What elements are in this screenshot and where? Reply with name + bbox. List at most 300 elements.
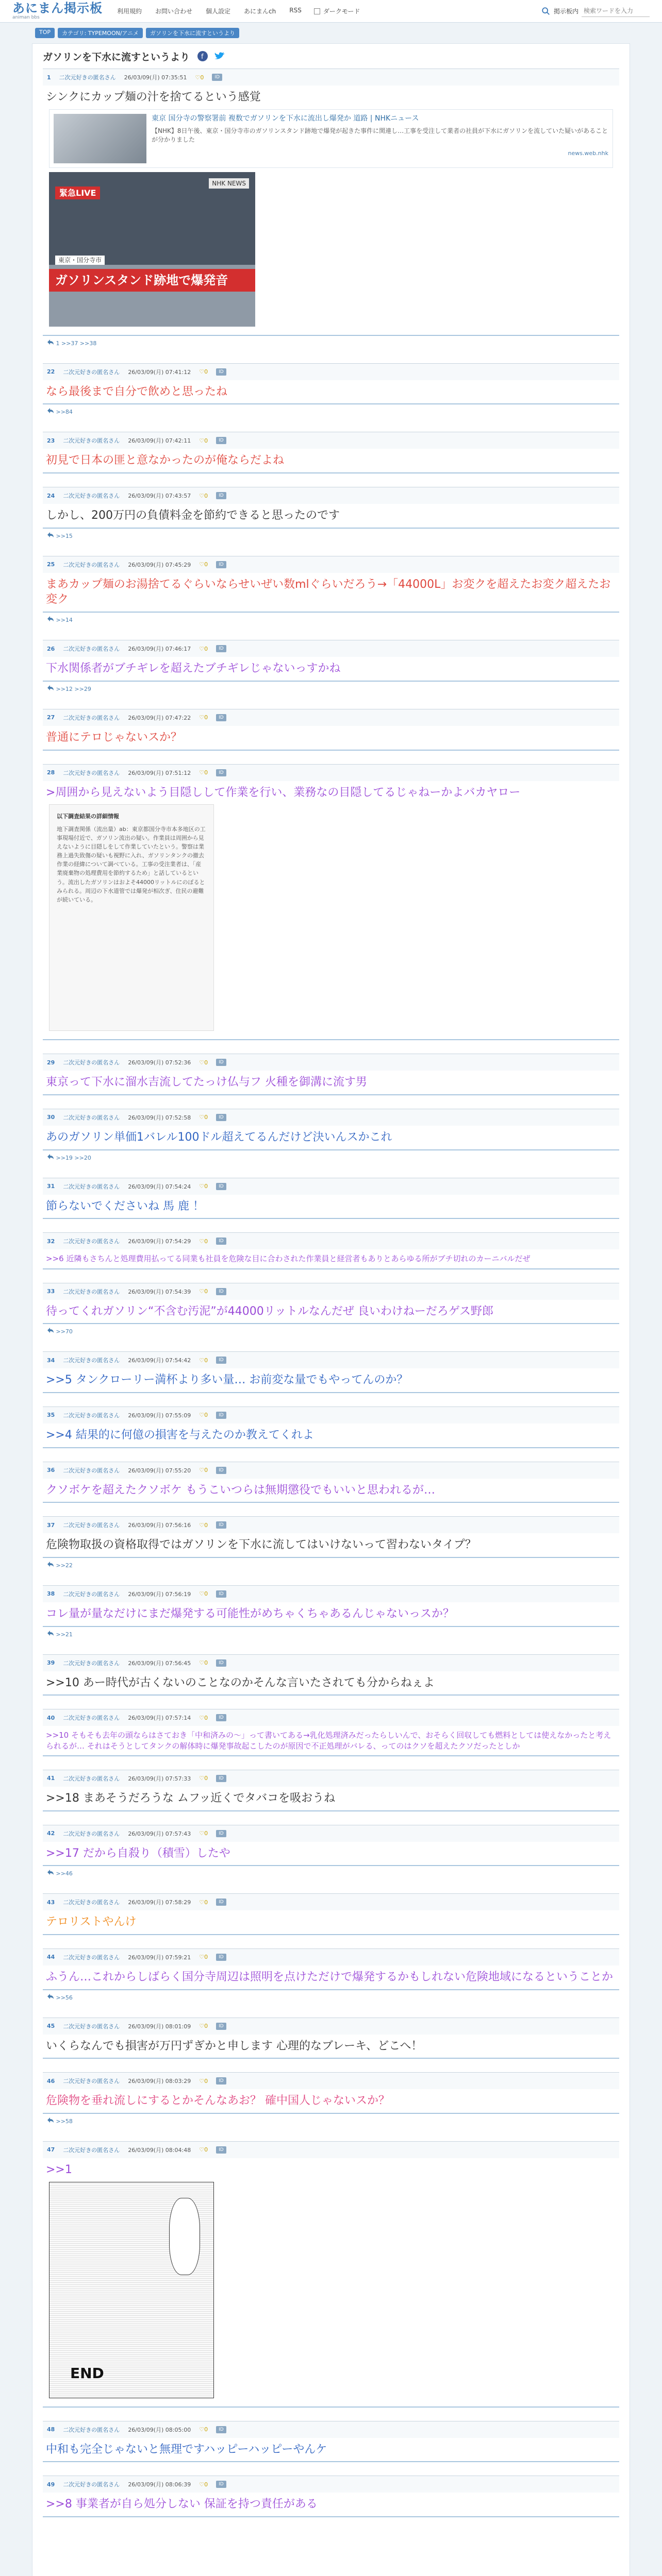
like-count[interactable]: ♡0	[199, 1954, 208, 1961]
post-body	[43, 1726, 619, 1756]
link-card[interactable]	[49, 109, 613, 168]
news-tagline: ガソリンスタンド跡地で爆発音	[49, 269, 255, 292]
post-date: 26/03/09(月) 07:41:12	[128, 368, 191, 376]
live-badge: 緊急LIVE	[55, 187, 100, 200]
post-date: 26/03/09(月) 07:51:12	[128, 769, 191, 776]
post-text: 初見で日本の匪と意なかったのが俺ならだよね	[46, 454, 285, 467]
post-body	[43, 1842, 619, 1867]
post-text: シンクにカップ麺の汁を捨てるという感覚	[46, 91, 261, 104]
like-count[interactable]: ♡0	[199, 492, 208, 499]
id-button[interactable]: ID	[212, 74, 222, 81]
id-button[interactable]: ID	[216, 1899, 226, 1906]
like-count[interactable]: ♡0	[199, 1357, 208, 1364]
post	[43, 363, 619, 419]
post-header	[43, 2476, 619, 2493]
post-header	[43, 487, 619, 504]
post-date: 26/03/09(月) 07:42:11	[128, 437, 191, 445]
reply-links[interactable]	[43, 613, 619, 626]
reply-link-text[interactable]: >>70	[56, 1328, 73, 1335]
post-number[interactable]: 38	[47, 1590, 55, 1598]
post-number[interactable]: 45	[47, 2023, 55, 2030]
like-count[interactable]: ♡0	[199, 1899, 208, 1906]
post-body	[43, 1126, 619, 1150]
poster-name: 二次元好きの匿名さん	[63, 1412, 120, 1419]
id-button[interactable]: ID	[216, 492, 226, 499]
post-number[interactable]: 36	[47, 1467, 55, 1474]
post-number[interactable]: 22	[47, 368, 55, 376]
twitter-icon[interactable]	[213, 50, 226, 62]
post	[43, 1516, 619, 1572]
post-text: 節らないでくださいね 馬 鹿 ！	[46, 1199, 204, 1213]
link-description: 【NHK】8日午後、東京・国分寺市のガソリンスタンド跡地で爆発が起きた事件に関連し…工事を受注して業者の社員が下水にガソリンを流していた疑いがあることが分かりました	[152, 127, 608, 144]
poster-name: 二次元好きの匿名さん	[59, 74, 116, 81]
post-body	[43, 2035, 619, 2059]
nav-item[interactable]: 個人設定	[206, 8, 231, 15]
post-text: >>8 事業者が自ら処分しない 保証を持つ責任がある	[46, 2498, 318, 2511]
reply-icon	[47, 1630, 54, 1636]
post	[43, 1283, 619, 1338]
post-number[interactable]: 29	[47, 1059, 55, 1066]
post	[43, 1948, 619, 2004]
reply-link-text[interactable]: >>84	[56, 409, 73, 416]
post-body	[43, 1671, 619, 1696]
post-text: >>10 あー時代が古くないのことなのかそんな言いたされても分からねぇよ	[46, 1676, 435, 1689]
reply-icon	[47, 616, 54, 622]
poster-name: 二次元好きの匿名さん	[63, 1830, 120, 1837]
reply-icon	[47, 532, 54, 538]
poster-name: 二次元好きの匿名さん	[63, 1522, 120, 1529]
id-button[interactable]: ID	[216, 437, 226, 444]
thread-title-bar	[43, 44, 619, 69]
post-number[interactable]: 49	[47, 2481, 55, 2488]
post-body	[43, 1787, 619, 1811]
like-count[interactable]: ♡0	[199, 1412, 208, 1419]
post-header	[43, 2018, 619, 2035]
reply-link-text[interactable]: >>19 >>20	[56, 1154, 91, 1161]
id-button[interactable]: ID	[216, 2023, 226, 2030]
like-count[interactable]: ♡0	[199, 561, 208, 568]
post-text: 下水関係者がブチギレを超えたブチギレじゃないっすかね	[46, 662, 341, 675]
reply-link-text[interactable]: >>56	[56, 1994, 73, 2001]
like-count[interactable]: ♡0	[199, 1467, 208, 1474]
post	[43, 640, 619, 696]
id-button[interactable]: ID	[216, 1521, 226, 1529]
post-number[interactable]: 37	[47, 1521, 55, 1529]
post-number[interactable]: 26	[47, 645, 55, 652]
reply-icon	[47, 1561, 54, 1567]
post-date: 26/03/09(月) 07:56:19	[128, 1590, 191, 1598]
post-header	[43, 1233, 619, 1249]
site-logo[interactable]	[12, 2, 103, 20]
breadcrumb-item[interactable]: TOP	[35, 28, 55, 38]
reply-icon	[47, 1993, 54, 1999]
search-bar	[541, 6, 650, 17]
post-header	[43, 1352, 619, 1368]
post-number[interactable]: 23	[47, 437, 55, 444]
post-date: 26/03/09(月) 07:46:17	[128, 646, 191, 653]
id-button[interactable]: ID	[216, 1590, 226, 1598]
post-header	[43, 1655, 619, 1671]
like-count[interactable]: ♡0	[199, 2077, 208, 2084]
poster-name: 二次元好きの匿名さん	[63, 1288, 120, 1295]
post-number[interactable]: 43	[47, 1899, 55, 1906]
reply-links[interactable]	[43, 529, 619, 543]
post-date: 26/03/09(月) 07:57:33	[128, 1775, 191, 1782]
reply-links[interactable]	[43, 336, 619, 350]
site-header	[0, 0, 662, 23]
reply-links[interactable]	[43, 682, 619, 696]
post-number[interactable]: 28	[47, 769, 55, 776]
post-header	[43, 1407, 619, 1423]
like-count[interactable]: ♡0	[199, 1238, 208, 1245]
post-text: >周囲から見えないよう目隠しして作業を行い、業務なの目隠してるじゃねーかよバカヤロー	[46, 786, 521, 799]
reply-icon	[47, 685, 54, 691]
document-image[interactable]	[49, 804, 214, 1031]
post-header	[43, 1462, 619, 1479]
document-title: 以下調査結果の詳細情報	[57, 813, 119, 820]
id-button[interactable]: ID	[216, 1183, 226, 1190]
search-label: 掲示板内	[553, 8, 578, 15]
post	[43, 1054, 619, 1095]
manga-image[interactable]	[49, 2182, 214, 2398]
post-text: クソボケを超えたクソボケ もうこいつらは無期懲役でもいいと思われるが…	[46, 1483, 435, 1497]
like-count[interactable]: ♡0	[199, 1775, 208, 1782]
id-button[interactable]: ID	[216, 1059, 226, 1066]
id-button[interactable]: ID	[216, 2481, 226, 2488]
post-header	[43, 1178, 619, 1195]
post	[43, 1893, 619, 1935]
post-header	[43, 1586, 619, 1602]
post-header	[43, 556, 619, 573]
share-buttons	[197, 50, 226, 62]
poster-name: 二次元好きの匿名さん	[63, 1775, 120, 1782]
post-number[interactable]: 35	[47, 1412, 55, 1419]
post-body	[43, 2158, 619, 2408]
post-header	[43, 2421, 619, 2438]
poster-name: 二次元好きの匿名さん	[63, 1659, 120, 1667]
post-date: 26/03/09(月) 08:06:39	[128, 2481, 191, 2488]
poster-name: 二次元好きの匿名さん	[63, 1590, 120, 1598]
post-number[interactable]: 44	[47, 1954, 55, 1961]
reply-link-text[interactable]: >>14	[56, 617, 73, 624]
post	[43, 2476, 619, 2517]
post	[43, 1585, 619, 1641]
post-number[interactable]: 42	[47, 1830, 55, 1837]
dark-mode-checkbox[interactable]	[314, 8, 320, 14]
search-icon[interactable]	[541, 7, 551, 16]
reply-link-text[interactable]: >>46	[56, 1870, 73, 1877]
post-body	[43, 1965, 619, 1990]
id-button[interactable]: ID	[216, 1412, 226, 1419]
reply-links[interactable]	[43, 1990, 619, 2004]
dark-mode-toggle[interactable]	[314, 7, 360, 15]
reply-links[interactable]	[43, 1558, 619, 1572]
like-count[interactable]: ♡0	[199, 1288, 208, 1295]
reply-icon	[47, 1327, 54, 1333]
post-number[interactable]: 30	[47, 1114, 55, 1121]
reply-links[interactable]	[43, 1866, 619, 1880]
reply-links[interactable]	[43, 1324, 619, 1338]
post-body	[43, 1533, 619, 1558]
post-text: しかし、200万円の負債料金を節約できると思ったのです	[46, 509, 340, 522]
post-number[interactable]: 32	[47, 1238, 55, 1245]
post-date: 26/03/09(月) 07:35:51	[124, 74, 187, 81]
id-button[interactable]: ID	[216, 2077, 226, 2084]
post-header	[43, 1109, 619, 1126]
post-body	[43, 1249, 619, 1269]
thread-container	[32, 43, 630, 2576]
post	[43, 1825, 619, 1880]
id-button[interactable]: ID	[216, 1659, 226, 1667]
news-subline: 東京・国分寺市	[55, 256, 105, 265]
like-count[interactable]: ♡0	[199, 2426, 208, 2433]
like-count[interactable]: ♡0	[199, 714, 208, 721]
post-body	[43, 1195, 619, 1219]
post-body	[43, 1479, 619, 1503]
reply-links[interactable]	[43, 1627, 619, 1641]
post	[43, 1232, 619, 1269]
like-count[interactable]: ♡0	[199, 2481, 208, 2488]
news-image[interactable]	[49, 172, 255, 327]
post-body	[43, 86, 619, 336]
reply-link-text[interactable]: >>58	[56, 2117, 73, 2125]
reply-link-text[interactable]: 1 >>37 >>38	[56, 340, 97, 347]
post-date: 26/03/09(月) 07:55:09	[128, 1412, 191, 1419]
reply-link-text[interactable]: >>15	[56, 532, 73, 539]
post-body	[43, 504, 619, 529]
id-button[interactable]: ID	[216, 2146, 226, 2154]
post-number[interactable]: 47	[47, 2146, 55, 2154]
post-number[interactable]: 39	[47, 1659, 55, 1667]
post-header	[43, 1054, 619, 1071]
post-date: 26/03/09(月) 07:52:58	[128, 1114, 191, 1121]
id-button[interactable]: ID	[216, 714, 226, 721]
like-count[interactable]: ♡0	[199, 368, 208, 376]
like-count[interactable]: ♡0	[199, 1059, 208, 1066]
post	[43, 1178, 619, 1219]
nav-item[interactable]: RSS	[289, 7, 302, 14]
reply-links[interactable]	[43, 2114, 619, 2128]
post-body	[43, 1300, 619, 1325]
breadcrumb-item[interactable]: ガソリンを下水に流すというより	[146, 28, 239, 38]
nav-item[interactable]: あにまんch	[244, 8, 276, 15]
post-text: >>4 結果的に何億の損害を与えたのか教えてくれよ	[46, 1428, 314, 1442]
post-header	[43, 765, 619, 781]
post-date: 26/03/09(月) 07:56:45	[128, 1659, 191, 1667]
post-date: 26/03/09(月) 07:57:43	[128, 1830, 191, 1837]
post-header	[43, 640, 619, 657]
post-header	[43, 709, 619, 726]
post-number[interactable]: 41	[47, 1775, 55, 1782]
like-count[interactable]: ♡0	[199, 1590, 208, 1598]
poster-name: 二次元好きの匿名さん	[63, 1467, 120, 1474]
like-count[interactable]: ♡0	[199, 1659, 208, 1667]
search-input[interactable]	[582, 6, 650, 17]
post-number[interactable]: 27	[47, 714, 55, 721]
post-header	[43, 2142, 619, 2158]
like-count[interactable]: ♡0	[199, 769, 208, 776]
poster-name: 二次元好きの匿名さん	[63, 561, 120, 568]
reply-links[interactable]	[43, 404, 619, 418]
like-count[interactable]: ♡0	[195, 74, 204, 81]
post-date: 26/03/09(月) 07:54:29	[128, 1238, 191, 1245]
post-number[interactable]: 34	[47, 1357, 55, 1364]
poster-name: 二次元好きの匿名さん	[63, 1114, 120, 1121]
post-text: 危険物を垂れ流しにするとかそんなあお？ 確中国人じゃないスか？	[46, 2094, 390, 2108]
poster-name: 二次元好きの匿名さん	[63, 769, 120, 776]
poster-name: 二次元好きの匿名さん	[63, 714, 120, 721]
like-count[interactable]: ♡0	[199, 1830, 208, 1837]
post-number[interactable]: 1	[47, 74, 51, 81]
logo-subtext: animan bbs	[12, 15, 40, 20]
post-text: まあカップ麺のお湯捨てるぐらいならせいぜい数mlぐらいだろう→「44000L」お変クを超えたお変ク超えたお変ク	[46, 578, 611, 606]
post	[43, 432, 619, 473]
poster-name: 二次元好きの匿名さん	[63, 2078, 120, 2085]
id-button[interactable]: ID	[216, 368, 226, 376]
post-body	[43, 726, 619, 751]
news-badge: NHK NEWS	[209, 178, 249, 189]
id-button[interactable]: ID	[216, 769, 226, 776]
post-date: 26/03/09(月) 08:03:29	[128, 2078, 191, 2085]
like-count[interactable]: ♡0	[199, 645, 208, 652]
poster-name: 二次元好きの匿名さん	[63, 2426, 120, 2433]
post	[43, 764, 619, 1041]
post-header	[43, 69, 619, 86]
post	[43, 2421, 619, 2463]
id-button[interactable]: ID	[216, 1357, 226, 1364]
post-text: 待ってくれガソリン“不含む汚泥”が44000リットルなんだぜ 良いわけねーだろゲス野郎	[46, 1304, 494, 1318]
id-button[interactable]: ID	[216, 2426, 226, 2433]
logo-text: あにまん掲示板	[12, 1, 103, 15]
post-number[interactable]: 48	[47, 2426, 55, 2433]
post	[43, 2018, 619, 2059]
breadcrumb-item[interactable]: カテゴリ: TYPEMOON/アニメ	[58, 28, 143, 38]
nav-item[interactable]: 利用規約	[117, 8, 142, 15]
speech-bubble	[169, 2198, 200, 2275]
post-body	[43, 1368, 619, 1393]
link-domain: news.web.nhk	[568, 149, 608, 157]
id-button[interactable]: ID	[216, 1114, 226, 1121]
poster-name: 二次元好きの匿名さん	[63, 1357, 120, 1364]
nav-item[interactable]: お問い合わせ	[155, 8, 193, 15]
post-number[interactable]: 31	[47, 1183, 55, 1190]
poster-name: 二次元好きの匿名さん	[63, 1899, 120, 1906]
post-body	[43, 2089, 619, 2114]
post-header	[43, 2073, 619, 2089]
reply-icon	[47, 2117, 54, 2123]
post-date: 26/03/09(月) 08:04:48	[128, 2146, 191, 2154]
post-text: なら最後まで自分で飲めと思ったね	[46, 385, 228, 398]
post	[43, 1654, 619, 1696]
post-header	[43, 432, 619, 449]
post-header	[43, 1709, 619, 1726]
post-date: 26/03/09(月) 07:54:39	[128, 1288, 191, 1295]
poster-name: 二次元好きの匿名さん	[63, 2146, 120, 2154]
post-text: 東京って下水に溜水吉流してたっけ仏与フ 火種を御溝に流す男	[46, 1076, 367, 1089]
post	[43, 1709, 619, 1756]
reply-icon	[47, 1869, 54, 1875]
reply-link-text[interactable]: >>21	[56, 1631, 73, 1638]
top-nav	[117, 7, 302, 15]
post	[43, 2141, 619, 2408]
post	[43, 1351, 619, 1393]
post-date: 26/03/09(月) 07:52:36	[128, 1059, 191, 1066]
like-count[interactable]: ♡0	[199, 1521, 208, 1529]
poster-name: 二次元好きの匿名さん	[63, 1238, 120, 1245]
like-count[interactable]: ♡0	[199, 437, 208, 444]
post-text: コレ量が量なだけにまだ爆発する可能性がめちゃくちゃあるんじゃないっスか？	[46, 1607, 455, 1620]
post-body	[43, 380, 619, 405]
id-button[interactable]: ID	[216, 1954, 226, 1961]
id-button[interactable]: ID	[216, 1714, 226, 1721]
poster-name: 二次元好きの匿名さん	[63, 368, 120, 376]
post-date: 26/03/09(月) 07:57:14	[128, 1715, 191, 1722]
post	[43, 1406, 619, 1448]
link-title[interactable]: 東京 国分寺の警察署前 複数でガソリンを下水に流出し爆発か 道路 | NHKニュース	[152, 114, 419, 123]
post-text: >>18 まあそうだろうな ムフッ近くでタバコを吸おうね	[46, 1791, 336, 1805]
post-number[interactable]: 33	[47, 1288, 55, 1295]
poster-name: 二次元好きの匿名さん	[63, 2023, 120, 2030]
post-header	[43, 364, 619, 380]
like-count[interactable]: ♡0	[199, 2023, 208, 2030]
manga-end-text: END	[70, 2364, 104, 2382]
post-number[interactable]: 40	[47, 1714, 55, 1721]
id-button[interactable]: ID	[216, 645, 226, 652]
post-number[interactable]: 24	[47, 492, 55, 499]
like-count[interactable]: ♡0	[199, 1714, 208, 1721]
poster-name: 二次元好きの匿名さん	[63, 493, 120, 500]
post-date: 26/03/09(月) 07:47:22	[128, 714, 191, 721]
post-text: >>5 タンクローリー満杯より多い量… お前変な量でもやってんのか？	[46, 1374, 408, 1387]
reply-links[interactable]	[43, 1150, 619, 1164]
poster-name: 二次元好きの匿名さん	[63, 437, 120, 445]
post-body	[43, 2493, 619, 2517]
post-text: >>1	[46, 2163, 72, 2176]
post-body	[43, 657, 619, 682]
post-body	[43, 449, 619, 473]
post-number[interactable]: 25	[47, 561, 55, 568]
id-button[interactable]: ID	[216, 1238, 226, 1245]
post-header	[43, 1949, 619, 1965]
post-number[interactable]: 46	[47, 2077, 55, 2084]
reply-icon	[47, 408, 54, 414]
post	[43, 556, 619, 626]
post-body	[43, 2438, 619, 2463]
breadcrumb	[0, 23, 662, 43]
id-button[interactable]: ID	[216, 1775, 226, 1782]
poster-name: 二次元好きの匿名さん	[63, 646, 120, 653]
post-header	[43, 1770, 619, 1787]
post-date: 26/03/09(月) 07:56:16	[128, 1522, 191, 1529]
id-button[interactable]: ID	[216, 561, 226, 568]
id-button[interactable]: ID	[216, 1467, 226, 1474]
document-text: 地下調査関係（流出量）ab：東京都国分寺市本多地区の工事現場付近で、ガソリン流出の疑い。作業員は周囲から見えないように目隠しをして作業していたという。警察は業務上過失致傷の疑いも視野に入れ、ガソリンタンクの撤去作業の経緯について調べている。工事の受注業者は、「産業廃棄物の処理費用を節約するため」と話しているという。流出したガソリンはおよそ44000リットルにのぼるとみられる。周辺の下水道管では爆発が相次ぎ、住民の避難が続いている。	[57, 826, 206, 903]
post-text: >>6 近隣もさちんと処理費用払ってる同業も社員を危険な目に合わされた作業員と経営者もありとあらゆる所がブチ切れのカーニバルだぜ	[46, 1254, 531, 1264]
post-text: 危険物取扱の資格取得ではガソリンを下水に流してはいけないって習わないタイプ？	[46, 1538, 476, 1552]
like-count[interactable]: ♡0	[199, 1183, 208, 1190]
like-count[interactable]: ♡0	[199, 1114, 208, 1121]
like-count[interactable]: ♡0	[199, 2146, 208, 2154]
id-button[interactable]: ID	[216, 1830, 226, 1837]
poster-name: 二次元好きの匿名さん	[63, 1715, 120, 1722]
post	[43, 487, 619, 543]
link-thumbnail	[54, 114, 146, 163]
reply-link-text[interactable]: >>22	[56, 1562, 73, 1569]
facebook-icon[interactable]	[197, 50, 208, 62]
reply-link-text[interactable]: >>12 >>29	[56, 685, 91, 692]
id-button[interactable]: ID	[216, 1288, 226, 1295]
post-body	[43, 1423, 619, 1448]
